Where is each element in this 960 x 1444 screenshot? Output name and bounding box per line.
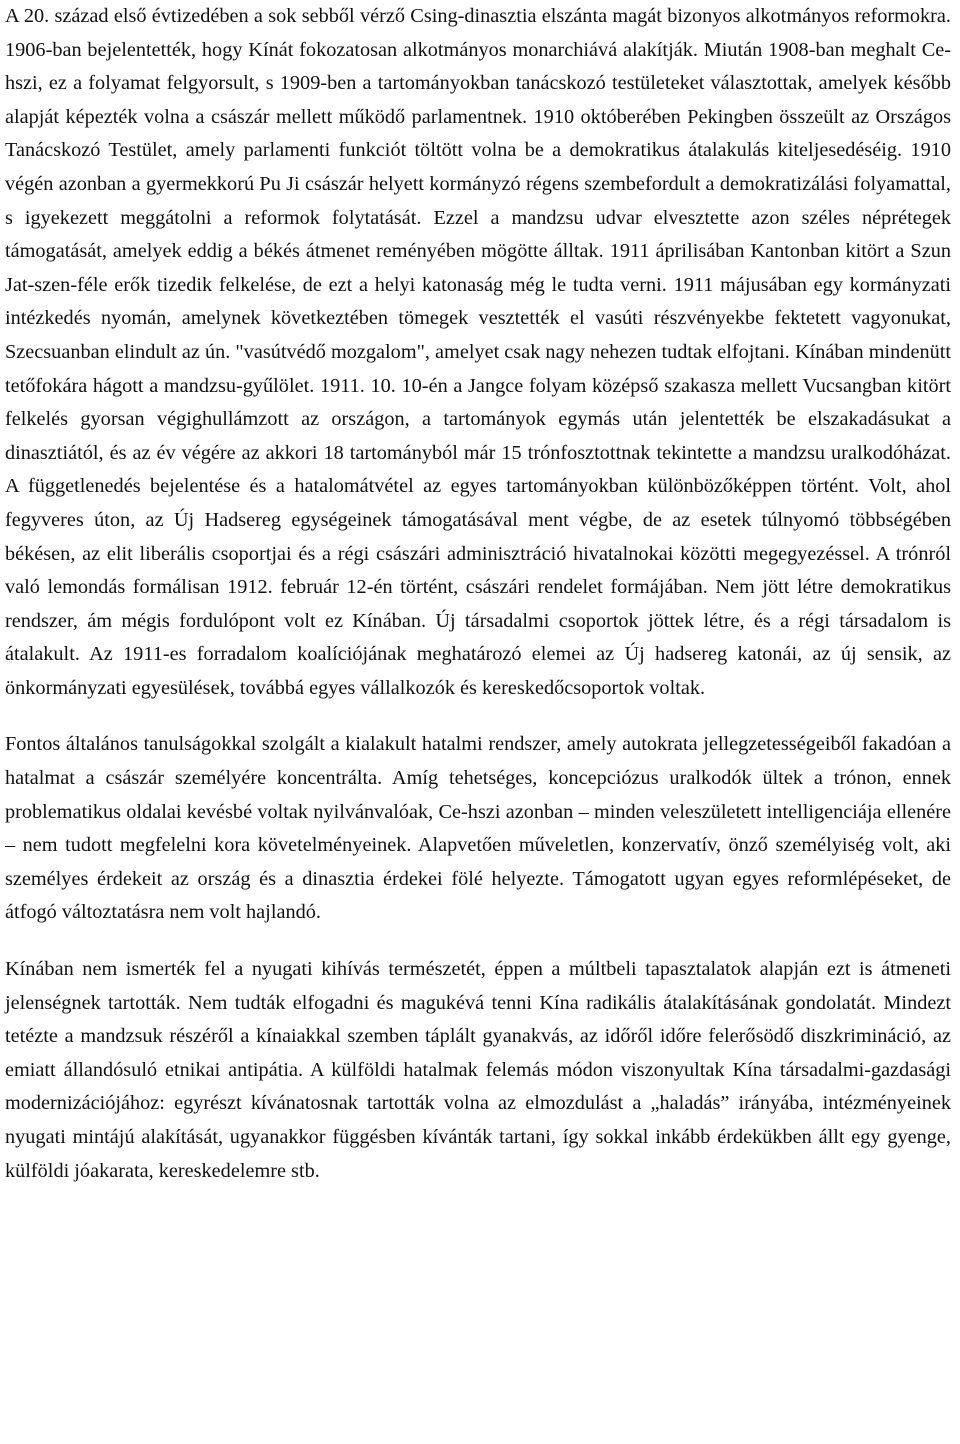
paragraph-western-challenge: Kínában nem ismerték fel a nyugati kihívás természetét, éppen a múltbeli tapasztalatok alapján ezt is átmeneti jelenségnek tartották. Nem tudták elfogadni és magukévá tenni Kína radikális átalakításának gondolatát. Mindezt tetézte a mandzsuk részéről a kínaiakkal szemben táplált gyanakvás, az időről időre felerősödő diszkrimináció, az emiatt állandósuló etnikai antipátia. A külföldi hatalmak felemás módon viszonyultak Kína társadalmi-gazdasági modernizációjához: egyrészt kívánatosnak tartották volna az elmozdulást a „haladás” irányába, intézményeinek nyugati mintájú alakítását, ugyanakkor függésben kívánták tartani, így sokkal inkább érdekükben állt egy gyenge, külföldi jóakarata, kereskedelemre stb. [5,958,951,1182]
paragraph-csing-reforms: A 20. század első évtizedében a sok sebből vérző Csing-dinasztia elszánta magát bizonyos alkotmányos reformokra. 1906-ban bejelentették, hogy Kínát fokozatosan alkotmányos monarchiává alakítják. Miután 1908-ban meghalt Ce-hszi, ez a folyamat felgyorsult, s 1909-ben a tartományokban tanácskozó testületeket választottak, amelyek később alapját képezték volna a császár mellett működő parlamentnek. 1910 októberében Pekingben összeült az Országos Tanácskozó Testület, amely parlamenti funkciót töltött volna be a demokratikus átalakulás kiteljesedéséig. 1910 végén azonban a gyermekkorú Pu Ji császár helyett kormányzó régens szembefordult a demokratizálási folyamattal, s igyekezett meggátolni a reformok folytatását. Ezzel a mandzsu udvar elvesztette azon széles néprétegek támogatását, amelyek eddig a békés átmenet reményében mögötte álltak. 1911 áprilisában Kantonban kitört a Szun Jat-szen-féle erők tizedik felkelése, de ezt a helyi katonaság még le tudta verni. 1911 májusában egy kormányzati intézkedés nyomán, amelynek következtében tömegek vesztették el vasúti részvényekbe fektetett vagyonukat, Szecsuanban elindult az ún. "vasútvédő mozgalom", amelyet csak nagy nehezen tudtak elfojtani. Kínában mindenütt tetőfokára hágott a mandzsu-gyűlölet. 1911. 10. 10-én a Jangce folyam középső szakasza mellett Vucsangban kitört felkelés gyorsan végighullámzott az országon, a tartományok egymás után jelentették be elszakadásukat a dinasztiától, és az év végére az akkori 18 tartományból már 15 trónfosztottnak tekintette a mandzsu uralkodóházat. A függetlenedés bejelentése és a hatalomátvétel az egyes tartományokban különbözőképpen történt. Volt, ahol fegyveres úton, az Új Hadsereg egységeinek támogatásával ment végbe, de az esetek túlnyomó többségében békésen, az elit liberális csoportjai és a régi császári adminisztráció hivatalnokai közötti megegyezéssel. A trónról való lemondás formálisan 1912. február 12-én történt, császári rendelet formájában. Nem jött létre demokratikus rendszer, ám mégis fordulópont volt ez Kínában. Új társadalmi csoportok jöttek létre, és a régi társadalom is átalakult. Az 1911-es forradalom koalíciójának meghatározó elemei az Új hadsereg katonái, az új sensik, az önkormányzati egyesülések, továbbá egyes vállalkozók és kereskedőcsoportok voltak. [5,5,951,699]
document-page [5,0,951,1188]
paragraph-power-system: Fontos általános tanulságokkal szolgált a kialakult hatalmi rendszer, amely autokrata jellegzetességeiből fakadóan a hatalmat a császár személyére koncentrálta. Amíg tehetséges, koncepciózus uralkodók ültek a trónon, ennek problematikus oldalai kevésbé voltak nyilvánvalóak, Ce-hszi azonban – minden veleszületett intelligenciája ellenére – nem tudott megfelelni kora követelményeinek. Alapvetően műveletlen, konzervatív, önző személyiség volt, aki személyes érdekeit az ország és a dinasztia érdekei fölé helyezte. Támogatott ugyan egyes reformlépéseket, de átfogó változtatásra nem volt hajlandó. [5,733,951,924]
